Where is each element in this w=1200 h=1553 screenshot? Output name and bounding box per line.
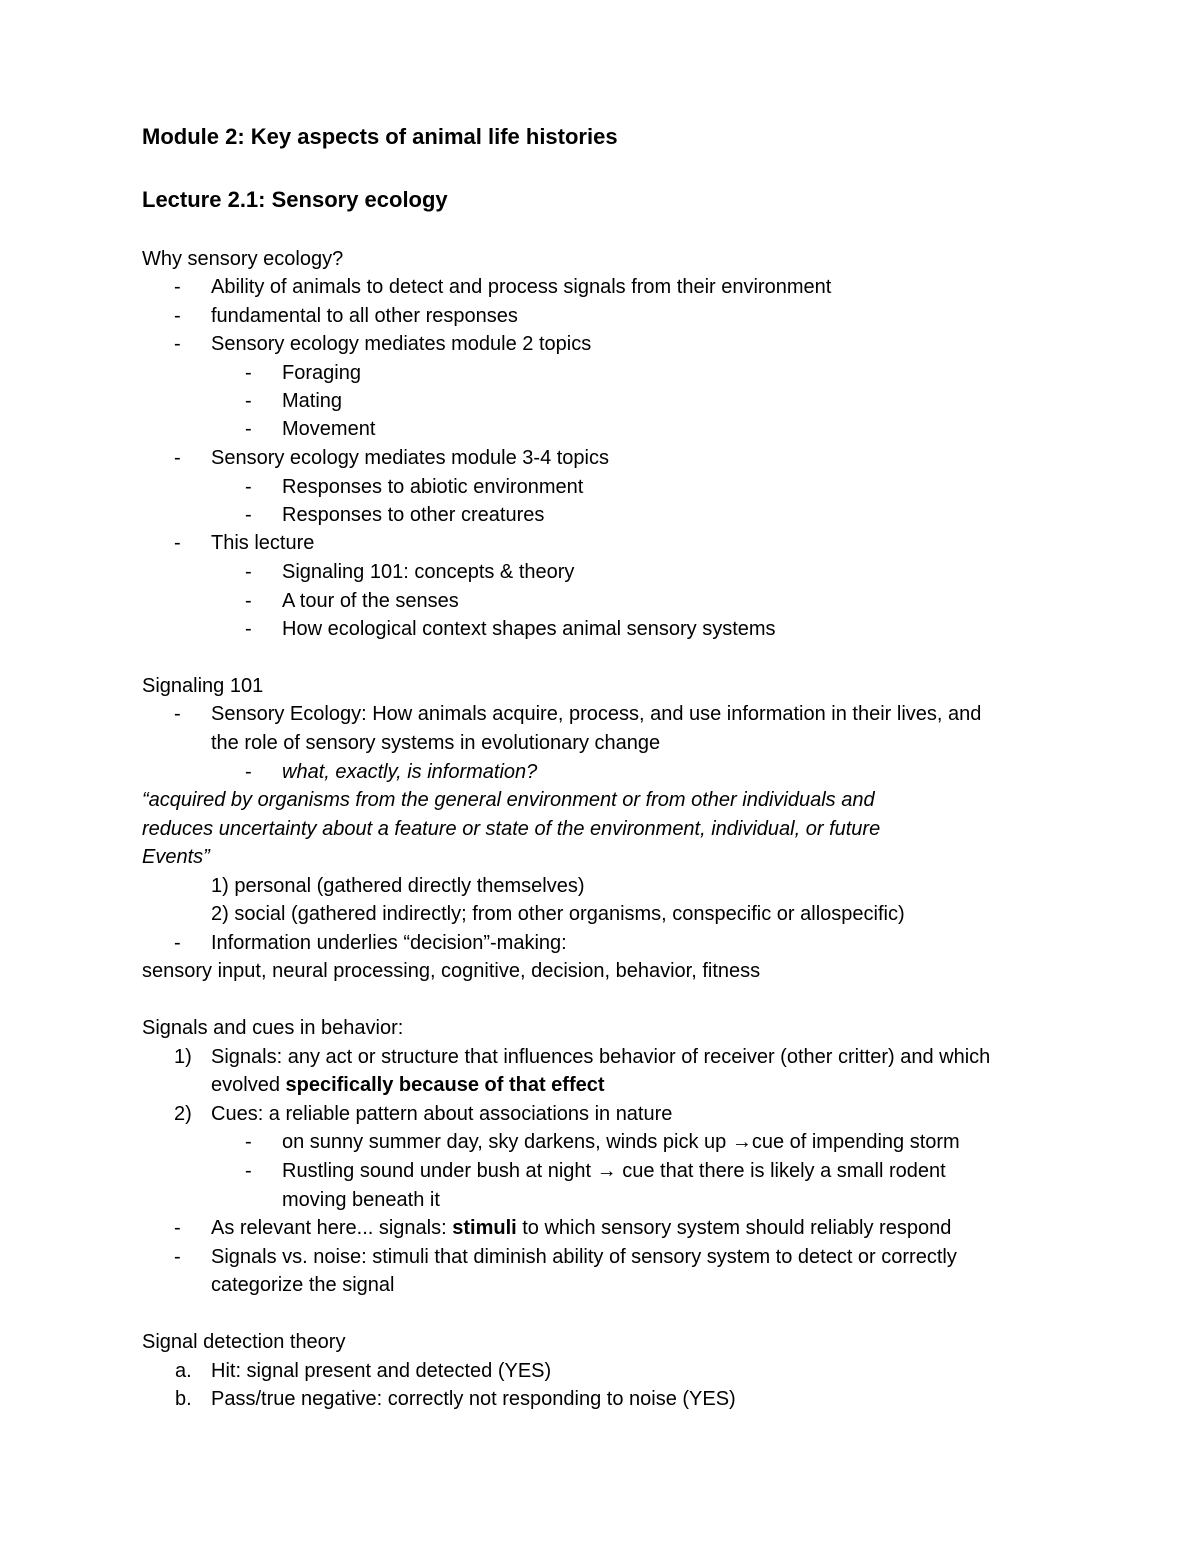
dash-marker: - xyxy=(174,1217,181,1239)
dash-marker: - xyxy=(174,333,181,355)
dash-marker: - xyxy=(245,476,252,498)
sdt-heading: Signal detection theory xyxy=(142,1331,346,1353)
letter-marker: b. xyxy=(175,1388,192,1410)
cues-heading: Signals and cues in behavior: xyxy=(142,1017,404,1039)
quote-line: Events” xyxy=(142,846,210,868)
dash-marker: - xyxy=(245,590,252,612)
dash-marker: - xyxy=(245,1131,252,1153)
number-marker: 1) xyxy=(174,1046,192,1068)
dash-marker: - xyxy=(245,390,252,412)
dash-marker: - xyxy=(174,276,181,298)
text-line: sensory input, neural processing, cognitive, decision, behavior, fitness xyxy=(142,960,761,982)
letter-marker: a. xyxy=(175,1360,192,1382)
quote-line: “acquired by organisms from the general environment or from other individuals and xyxy=(142,789,875,811)
number-marker: 2) xyxy=(174,1103,192,1125)
lecture-title: Lecture 2.1: Sensory ecology xyxy=(142,187,448,212)
dash-marker: - xyxy=(174,1246,181,1268)
dash-marker: - xyxy=(245,618,252,640)
module-title: Module 2: Key aspects of animal life histories xyxy=(142,124,618,149)
quote-line: reduces uncertainty about a feature or state of the environment, individual, or future xyxy=(142,818,881,840)
dash-marker: - xyxy=(174,305,181,327)
dash-marker: - xyxy=(245,362,252,384)
dash-marker: - xyxy=(174,932,181,954)
document-page: Module 2: Key aspects of animal life histories Lecture 2.1: Sensory ecology Why sensory ecology? - Ability of animals to detect and process signals from their environment - fundamental to all other responses - Sensory ecology mediates module 2 topics - Foraging - Mating - Movement - Sensory ecology mediates module 3-4 topics - Responses to abiotic environment - Responses to other creatures - This lecture - Signaling 101: concepts & theory - A tour of the senses - How ecological context shapes animal sensory systems Signaling 101 - Sensory Ecology: How animals acquire, process, and use information in their lives, and the role of sensory systems in evolutionary change - what, exactly, is information? “acquired by organisms from the general environment or from other individuals and reduces uncertainty about a feature or state of the environment, individual, or future Events” 1) personal (gathered directly themselves) 2) social (gathered indirectly; from other organisms, conspecific or allospecific) - Information underlies “decision”-making: sensory input, neural processing, cognitive, decision, behavior, fitness Signals and cues in behavior: 1) Signals: any act or structure that influences behavior of receiver (other critter) and which evolved specifically because of that effect 2) Cues: a reliable pattern about associations in nature - on sunny summer day, sky darkens, winds pick up →cue of impending storm - Rustling sound under bush at night → cue that there is likely a small rodent moving beneath it - As relevant here... signals: stimuli to which sensory system should reliably respond - Signals vs. noise: stimuli that diminish ability of sensory system to detect or correctly categorize the signal Signal detection theory a. Hit: signal present and detected (YES) b. Pass/true negative: correctly not responding to noise (YES) xyxy=(142,124,991,1410)
dash-marker: - xyxy=(174,447,181,469)
dash-marker: - xyxy=(245,504,252,526)
why-heading: Why sensory ecology? xyxy=(142,248,344,270)
dash-marker: - xyxy=(174,532,181,554)
dash-marker: - xyxy=(245,418,252,440)
dash-marker: - xyxy=(245,1160,252,1182)
dash-marker: - xyxy=(174,703,181,725)
dash-marker: - xyxy=(245,561,252,583)
dash-marker: - xyxy=(245,761,252,783)
signaling-heading: Signaling 101 xyxy=(142,675,264,697)
